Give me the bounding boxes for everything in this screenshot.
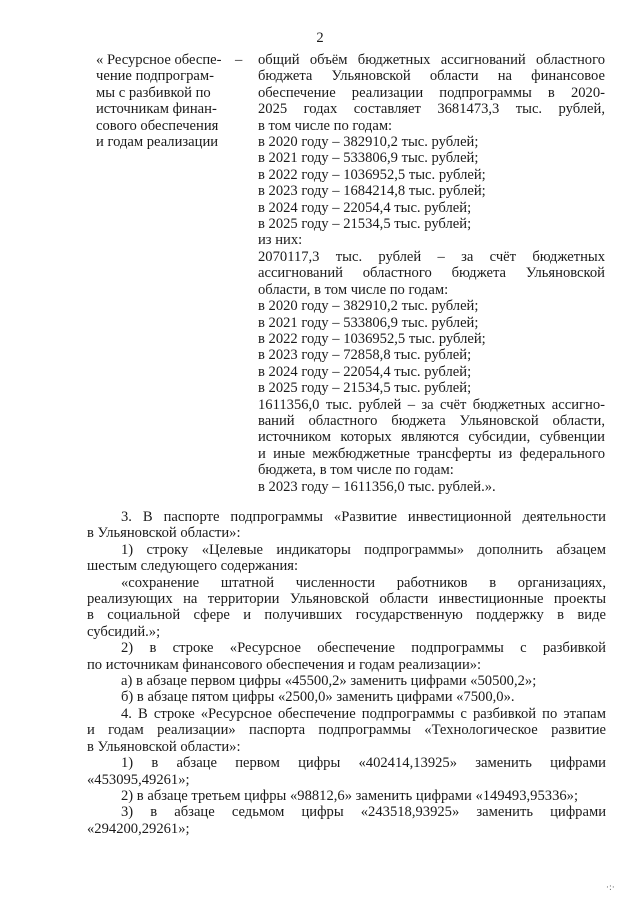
body-line: а) в абзаце первом цифры «45500,2» заменить цифрами «50500,2»; <box>121 673 537 690</box>
page-number: 2 <box>316 30 324 46</box>
body-line: в социальной сфере и получивших государственную поддержку в виде <box>87 607 606 624</box>
row-label-line: чение подпрограм- <box>96 68 214 85</box>
row-value-line: в 2020 году – 382910,2 тыс. рублей; <box>258 134 479 151</box>
row-label-line: « Ресурсное обеспе- <box>96 52 222 68</box>
body-line: «294200,29261»; <box>87 820 190 837</box>
body-line: в Ульяновской области»: <box>87 525 241 542</box>
body-line: реализующих на территории Ульяновской области инвестиционные проекты <box>87 591 606 608</box>
row-value-cell <box>258 52 605 495</box>
body-line: «453095,49261»; <box>87 771 190 788</box>
row-value-line: 2070117,3 тыс. рублей – за счёт бюджетных <box>258 248 605 265</box>
row-value-line: в том числе по годам: <box>258 117 393 134</box>
row-value-line: в 2022 году – 1036952,5 тыс. рублей; <box>258 166 486 183</box>
passport-table-row <box>0 52 640 512</box>
row-value-line: области, в том числе по годам: <box>258 281 449 298</box>
body-line: 1) в абзаце первом цифры «402414,13925» заменить цифрами <box>121 755 606 772</box>
body-line: по источникам финансового обеспечения и годам реализации»: <box>87 656 482 673</box>
body-line: и годам реализации» паспорта подпрограммы «Технологическое развитие <box>87 722 606 739</box>
row-value-line: ваний областного бюджета Ульяновской области, <box>258 412 605 429</box>
row-value-line: в 2023 году – 1684214,8 тыс. рублей; <box>258 183 486 200</box>
amendment-text <box>87 509 606 837</box>
row-value-line: обеспечение реализации подпрограммы в 2020- <box>258 84 605 101</box>
scan-artifact: ·:· <box>606 883 615 893</box>
row-value-line: в 2023 году – 72858,8 тыс. рублей; <box>258 347 472 364</box>
row-value-line: общий объём бюджетных ассигнований областного <box>258 52 605 68</box>
row-value-line: в 2020 году – 382910,2 тыс. рублей; <box>258 298 479 315</box>
row-value-line: в 2021 году – 533806,9 тыс. рублей; <box>258 150 479 167</box>
body-line: в Ульяновской области»: <box>87 738 241 755</box>
row-value-line: в 2022 году – 1036952,5 тыс. рублей; <box>258 330 486 347</box>
body-line: субсидий.»; <box>87 623 161 640</box>
row-value-line: из них: <box>258 232 303 249</box>
row-value-line: ассигнований областного бюджета Ульяновской <box>258 265 605 282</box>
row-value-line: 2025 годах составляет 3681473,3 тыс. рублей, <box>258 101 605 118</box>
row-value-line: в 2023 году – 1611356,0 тыс. рублей.». <box>258 478 496 495</box>
body-line: 1) строку «Целевые индикаторы подпрограммы» дополнить абзацем <box>121 541 606 558</box>
body-line: 3) в абзаце седьмом цифры «243518,93925» заменить цифрами <box>121 804 606 821</box>
row-value-line: бюджета Ульяновской области на финансовое <box>258 68 605 85</box>
row-label-cell <box>96 52 246 150</box>
row-value-line: в 2024 году – 22054,4 тыс. рублей; <box>258 199 472 216</box>
body-line: шестым следующего содержания: <box>87 558 299 575</box>
row-label-line: и годам реализации <box>96 134 219 151</box>
row-value-line: источником которых являются субсидии, субвенции <box>258 429 605 446</box>
row-value-line: в 2021 году – 533806,9 тыс. рублей; <box>258 314 479 331</box>
row-label-line: источникам финан- <box>96 101 217 118</box>
row-value-line: в 2025 году – 21534,5 тыс. рублей; <box>258 380 472 397</box>
row-separator-dash: – <box>235 52 243 68</box>
body-line: 3. В паспорте подпрограммы «Развитие инвестиционной деятельности <box>121 509 606 525</box>
body-line: б) в абзаце пятом цифры «2500,0» заменить цифрами «7500,0». <box>121 689 515 706</box>
row-value-line: бюджета, в том числе по годам: <box>258 462 454 479</box>
body-line: 4. В строке «Ресурсное обеспечение подпрограммы с разбивкой по этапам <box>121 705 606 722</box>
body-line: 2) в строке «Ресурсное обеспечение подпрограммы с разбивкой <box>121 640 606 657</box>
row-label-line: мы с разбивкой по <box>96 84 211 101</box>
body-line: «сохранение штатной численности работников в организациях, <box>121 574 606 591</box>
body-line: 2) в абзаце третьем цифры «98812,6» заменить цифрами «149493,95336»; <box>121 787 579 804</box>
row-label-line: сового обеспечения <box>96 117 219 134</box>
row-value-line: в 2024 году – 22054,4 тыс. рублей; <box>258 363 472 380</box>
row-value-line: в 2025 году – 21534,5 тыс. рублей; <box>258 216 472 233</box>
row-value-line: 1611356,0 тыс. рублей – за счёт бюджетных ассигно- <box>258 396 605 413</box>
row-value-line: и иные межбюджетные трансферты из федерального <box>258 445 605 462</box>
